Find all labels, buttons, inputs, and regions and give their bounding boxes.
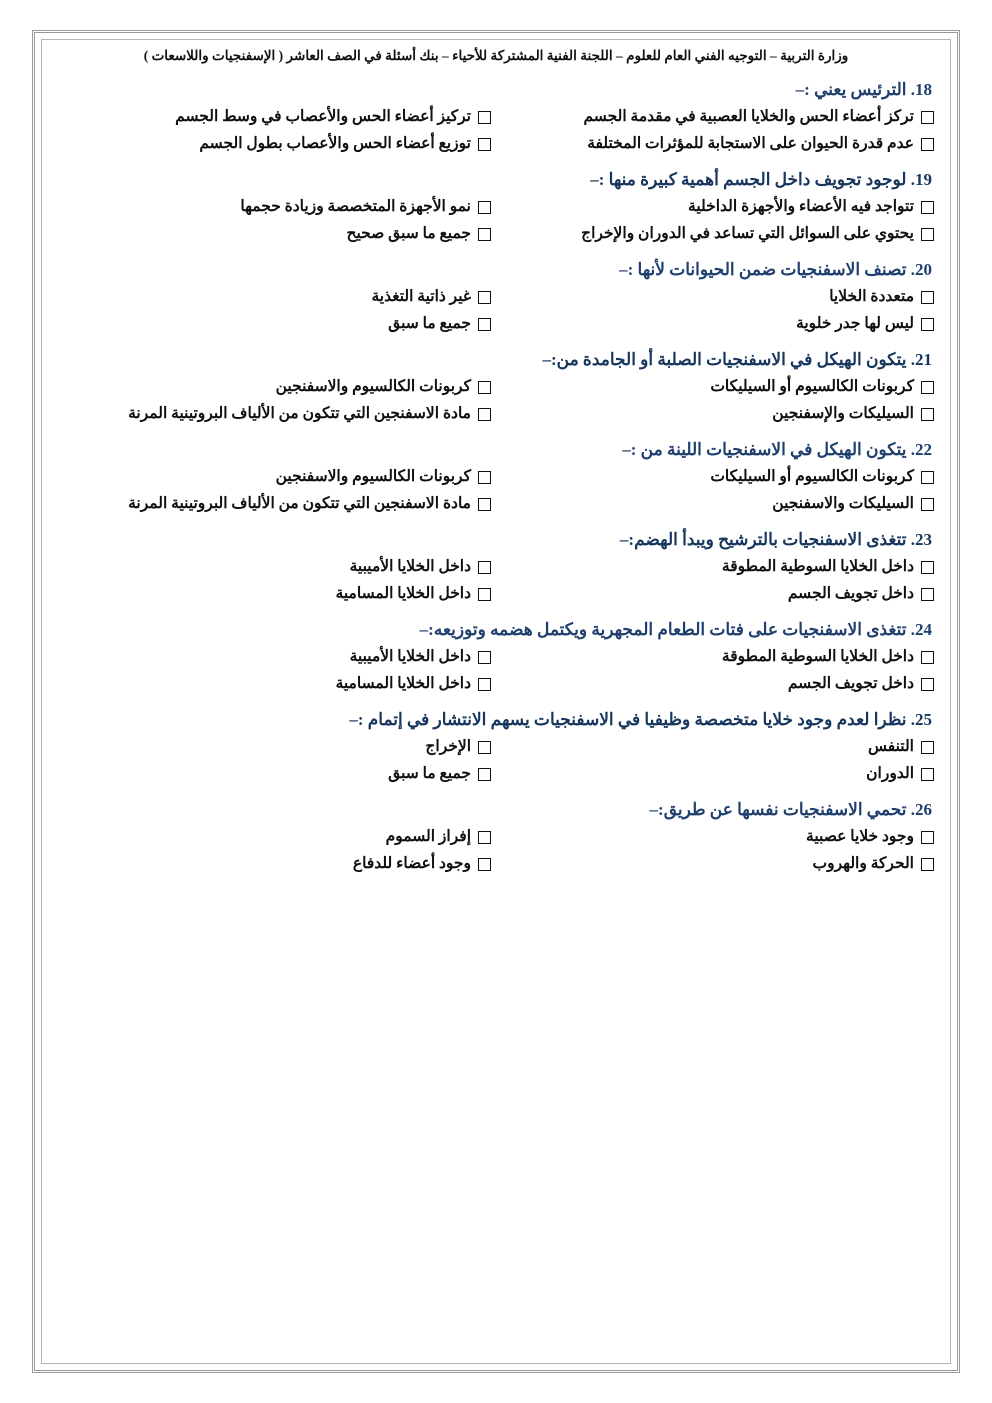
option-item[interactable] <box>501 736 934 758</box>
checkbox-icon[interactable] <box>478 138 491 151</box>
option-label: داخل الخلايا الأميبية <box>349 557 471 575</box>
option-label: السيليكات والاسفنجين <box>772 495 914 513</box>
question-block <box>58 710 934 786</box>
option-label: وجود خلايا عصبية <box>806 827 914 845</box>
option-item[interactable] <box>58 313 491 335</box>
option-item[interactable] <box>501 133 934 155</box>
option-item[interactable] <box>58 556 491 578</box>
checkbox-icon[interactable] <box>478 201 491 214</box>
option-label: داخل تجويف الجسم <box>787 585 914 603</box>
checkbox-icon[interactable] <box>478 651 491 664</box>
checkbox-icon[interactable] <box>921 651 934 664</box>
checkbox-icon[interactable] <box>921 768 934 781</box>
option-label: مادة الاسفنجين التي تتكون من الألياف البروتينية المرنة <box>128 405 471 423</box>
option-item[interactable] <box>58 646 491 668</box>
checkbox-icon[interactable] <box>478 831 491 844</box>
checkbox-icon[interactable] <box>921 111 934 124</box>
document-content <box>58 48 934 875</box>
checkbox-icon[interactable] <box>921 561 934 574</box>
checkbox-icon[interactable] <box>478 858 491 871</box>
checkbox-icon[interactable] <box>478 381 491 394</box>
question-block <box>58 170 934 246</box>
option-label: داخل الخلايا المسامية <box>335 675 471 693</box>
checkbox-icon[interactable] <box>921 408 934 421</box>
checkbox-icon[interactable] <box>478 768 491 781</box>
checkbox-icon[interactable] <box>921 201 934 214</box>
option-item[interactable] <box>58 106 491 128</box>
checkbox-icon[interactable] <box>921 588 934 601</box>
option-label: نمو الأجهزة المتخصصة وزيادة حجمها <box>240 197 471 215</box>
checkbox-icon[interactable] <box>478 678 491 691</box>
option-label: توزيع أعضاء الحس والأعصاب بطول الجسم <box>199 135 471 153</box>
option-item[interactable] <box>58 853 491 875</box>
checkbox-icon[interactable] <box>921 498 934 511</box>
option-item[interactable] <box>58 133 491 155</box>
option-label: داخل تجويف الجسم <box>787 675 914 693</box>
checkbox-icon[interactable] <box>921 471 934 484</box>
option-item[interactable] <box>501 223 934 245</box>
option-label: تتواجد فيه الأعضاء والأجهزة الداخلية <box>688 197 914 215</box>
option-label: إفراز السموم <box>385 827 471 845</box>
option-label: وجود أعضاء للدفاع <box>352 854 471 872</box>
option-label: كربونات الكالسيوم أو السيليكات <box>710 377 914 395</box>
question-stem: 21. يتكون الهيكل في الاسفنجيات الصلبة أو الجامدة من:– <box>542 349 932 369</box>
checkbox-icon[interactable] <box>478 471 491 484</box>
question-block <box>58 440 934 516</box>
question-stem: 25. نظرا لعدم وجود خلايا متخصصة وظيفيا في الاسفنجيات يسهم الانتشار في إتمام :– <box>349 709 932 729</box>
option-item[interactable] <box>501 466 934 488</box>
option-item[interactable] <box>501 286 934 308</box>
option-item[interactable] <box>501 376 934 398</box>
option-label: تركيز أعضاء الحس والأعصاب في وسط الجسم <box>175 108 471 125</box>
checkbox-icon[interactable] <box>921 291 934 304</box>
option-item[interactable] <box>58 736 491 758</box>
checkbox-icon[interactable] <box>478 741 491 754</box>
option-item[interactable] <box>58 376 491 398</box>
question-stem: 20. تصنف الاسفنجيات ضمن الحيوانات لأنها :– <box>619 259 932 279</box>
option-item[interactable] <box>501 646 934 668</box>
option-list <box>58 376 934 426</box>
option-list <box>58 826 934 876</box>
option-label: داخل الخلايا المسامية <box>335 585 471 603</box>
option-list <box>58 736 934 786</box>
checkbox-icon[interactable] <box>478 498 491 511</box>
checkbox-icon[interactable] <box>921 858 934 871</box>
question-block <box>58 80 934 156</box>
option-label: ليس لها جدر خلوية <box>796 315 914 333</box>
option-label: السيليكات والإسفنجين <box>772 405 914 423</box>
question-stem: 24. تتغذى الاسفنجيات على فتات الطعام المجهرية ويكتمل هضمه وتوزيعه:– <box>419 619 932 639</box>
option-item[interactable] <box>501 313 934 335</box>
option-label: جميع ما سبق <box>388 315 471 333</box>
option-label: مادة الاسفنجين التي تتكون من الألياف البروتينية المرنة <box>128 495 471 513</box>
checkbox-icon[interactable] <box>478 291 491 304</box>
option-item[interactable] <box>58 673 491 695</box>
option-list <box>58 556 934 606</box>
option-list <box>58 286 934 336</box>
option-item[interactable] <box>501 853 934 875</box>
option-item[interactable] <box>501 493 934 515</box>
option-item[interactable] <box>501 556 934 578</box>
option-label: غير ذاتية التغذية <box>371 287 471 305</box>
option-item[interactable] <box>58 763 491 785</box>
option-label: الدوران <box>866 765 914 783</box>
question-block <box>58 260 934 336</box>
option-label: يحتوي على السوائل التي تساعد في الدوران والإخراج <box>581 225 914 243</box>
option-item[interactable] <box>58 826 491 848</box>
checkbox-icon[interactable] <box>921 381 934 394</box>
option-item[interactable] <box>501 763 934 785</box>
question-stem: 22. يتكون الهيكل في الاسفنجيات اللينة من :– <box>622 439 932 459</box>
checkbox-icon[interactable] <box>478 111 491 124</box>
checkbox-icon[interactable] <box>921 741 934 754</box>
option-list <box>58 466 934 516</box>
checkbox-icon[interactable] <box>921 138 934 151</box>
option-item[interactable] <box>58 583 491 605</box>
option-item[interactable] <box>58 466 491 488</box>
question-block <box>58 350 934 426</box>
option-label: داخل الخلايا السوطية المطوقة <box>721 647 914 665</box>
question-block <box>58 620 934 696</box>
option-label: جميع ما سبق <box>388 765 471 783</box>
question-stem: 19. لوجود تجويف داخل الجسم أهمية كبيرة منها :– <box>590 169 932 189</box>
option-label: كربونات الكالسيوم والاسفنجين <box>275 377 471 395</box>
option-item[interactable] <box>58 286 491 308</box>
checkbox-icon[interactable] <box>478 228 491 241</box>
option-item[interactable] <box>501 826 934 848</box>
checkbox-icon[interactable] <box>921 678 934 691</box>
option-label: كربونات الكالسيوم أو السيليكات <box>710 467 914 485</box>
option-item[interactable] <box>501 196 934 218</box>
option-list <box>58 196 934 246</box>
option-list <box>58 646 934 696</box>
question-stem: 23. تتغذى الاسفنجيات بالترشيح ويبدأ الهضم:– <box>619 529 932 549</box>
option-label: تركز أعضاء الحس والخلايا العصبية في مقدمة الجسم <box>583 108 914 125</box>
option-label: جميع ما سبق صحيح <box>346 225 471 243</box>
checkbox-icon[interactable] <box>921 318 934 331</box>
option-item[interactable] <box>58 493 491 515</box>
checkbox-icon[interactable] <box>478 588 491 601</box>
option-item[interactable] <box>501 583 934 605</box>
checkbox-icon[interactable] <box>478 318 491 331</box>
question-stem: 18. الترئيس يعني :– <box>795 80 932 99</box>
question-block <box>58 530 934 606</box>
option-label: متعددة الخلايا <box>829 287 914 305</box>
option-label: الإخراج <box>425 737 471 755</box>
option-item[interactable] <box>501 403 934 425</box>
checkbox-icon[interactable] <box>921 228 934 241</box>
option-item[interactable] <box>58 196 491 218</box>
option-label: داخل الخلايا الأميبية <box>349 647 471 665</box>
document-header: وزارة التربية – التوجيه الفني العام للعلوم – اللجنة الفنية المشتركة للأحياء – بنك أسئلة في الصف العاشر ( الإسفنجيات واللاسعات ) <box>143 48 849 63</box>
option-item[interactable] <box>501 106 934 128</box>
option-item[interactable] <box>58 223 491 245</box>
option-label: التنفس <box>868 737 914 755</box>
option-label: كربونات الكالسيوم والاسفنجين <box>275 467 471 485</box>
question-block <box>58 800 934 876</box>
question-stem: 26. تحمي الاسفنجيات نفسها عن طريق:– <box>649 799 932 819</box>
option-item[interactable] <box>501 673 934 695</box>
option-label: داخل الخلايا السوطية المطوقة <box>721 557 914 575</box>
option-label: الحركة والهروب <box>812 854 914 872</box>
option-item[interactable] <box>58 403 491 425</box>
checkbox-icon[interactable] <box>478 561 491 574</box>
option-list <box>58 106 934 156</box>
checkbox-icon[interactable] <box>921 831 934 844</box>
checkbox-icon[interactable] <box>478 408 491 421</box>
option-label: عدم قدرة الحيوان على الاستجابة للمؤثرات المختلفة <box>587 135 914 153</box>
